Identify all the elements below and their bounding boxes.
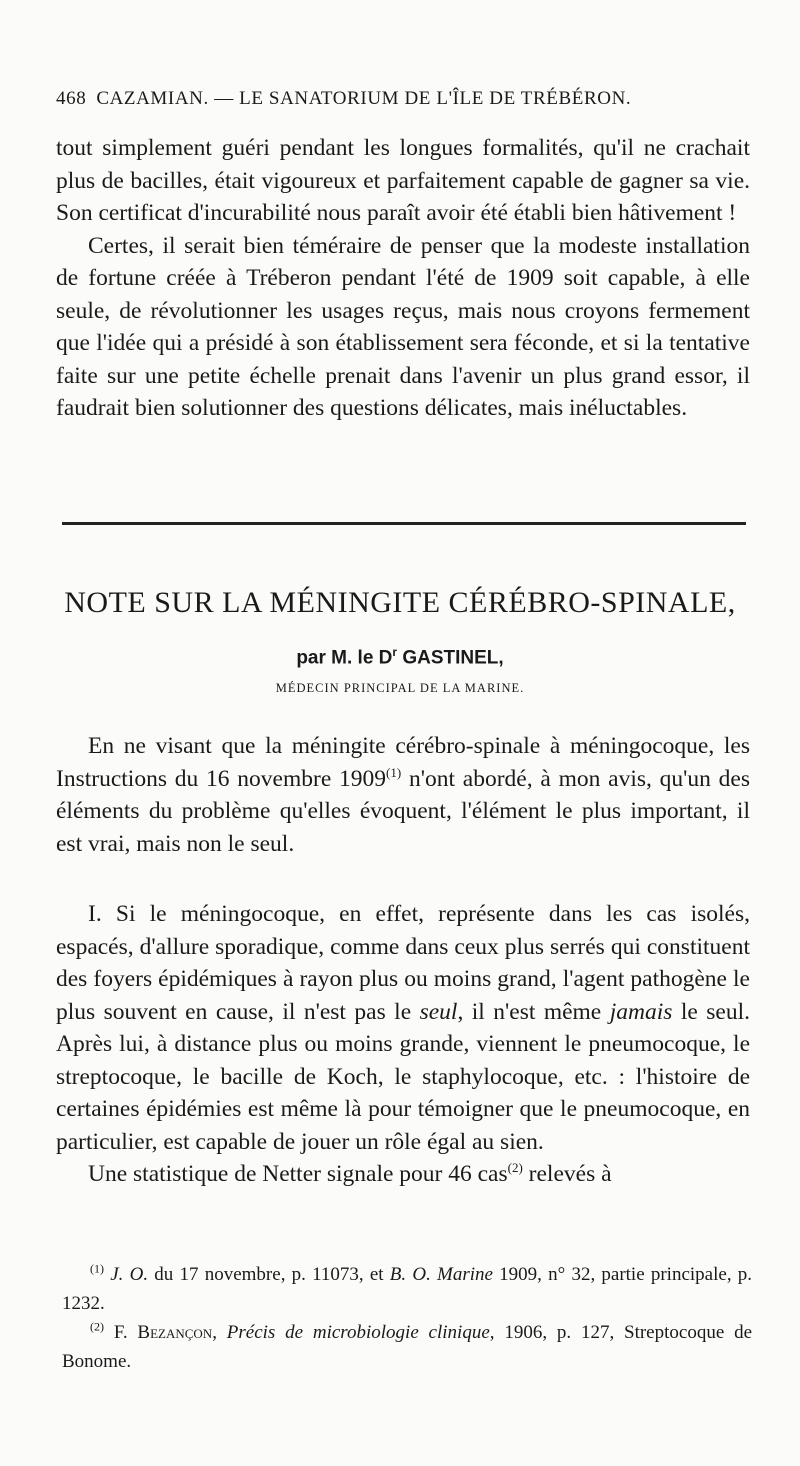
section-divider bbox=[62, 522, 746, 525]
emphasis: jamais bbox=[609, 998, 673, 1025]
text-run: , 1906, p. 127, Streptocoque de Bonome. bbox=[62, 1322, 752, 1372]
text-run: , il n'est même bbox=[457, 998, 610, 1025]
text-run: , bbox=[212, 1322, 227, 1343]
paragraph: tout simplement guéri pendant les longues formalités, qu'il ne crachait plus de bacilles, était vigoureux et parfaitement capable de gagner sa vie. Son certificat d'incurabilité nous paraît avoir été établi bien hâtivement ! bbox=[56, 135, 750, 226]
footnote-mark: (1) bbox=[90, 1261, 104, 1276]
emphasis: B. O. Marine bbox=[389, 1264, 493, 1285]
paragraph bbox=[56, 1158, 750, 1191]
footnotes bbox=[62, 1260, 752, 1376]
byline bbox=[0, 645, 800, 669]
running-head bbox=[56, 88, 756, 110]
footnote-ref: (2) bbox=[507, 1160, 523, 1176]
text-run: le seul. Après lui, à distance plus ou moins grande, viennent le pneumocoque, le streptocoque, le bacille de Koch, le staphylocoque, etc. : l'histoire de certaines épidémies est même là pour témoigner que le pneumocoque, en particulier, est capable de jouer un rôle égal au sien. bbox=[56, 998, 750, 1155]
paragraph: Certes, il serait bien téméraire de penser que la modeste installation de fortune créée à Tréberon pendant l'été de 1909 soit capable, à elle seule, de révolutionner les usages reçus, mais nous croyons fermement que l'idée qui a présidé à son établissement sera féconde, et si la tentative faite sur une petite échelle prenait dans l'avenir un plus grand essor, il faudrait bien solutionner des questions délicates, mais inéluctables. bbox=[56, 232, 750, 421]
paragraph bbox=[56, 730, 750, 860]
page-number: 468 bbox=[56, 88, 87, 109]
running-head-title: CAZAMIAN. — LE SANATORIUM DE L'ÎLE DE TRÉBÉRON. bbox=[96, 88, 632, 109]
text-run: du 17 novembre, p. 11073, et bbox=[148, 1264, 390, 1285]
emphasis: seul bbox=[419, 998, 458, 1025]
section-one bbox=[56, 898, 750, 1191]
emphasis: Précis de microbiologie clinique bbox=[226, 1322, 490, 1343]
text-run: En ne visant que la méningite cérébro-spinale à méningocoque, les Instructions du 16 novembre 1909 bbox=[56, 733, 750, 792]
text-run: Une statistique de Netter signale pour 46 cas bbox=[88, 1161, 508, 1187]
text-run: 1909, n° 32, partie principale, p. 1232. bbox=[62, 1264, 753, 1314]
byline-prefix: par M. le D bbox=[296, 647, 393, 669]
article-title: NOTE SUR LA MÉNINGITE CÉRÉBRO-SPINALE, bbox=[64, 586, 736, 619]
footnote-2 bbox=[62, 1318, 752, 1376]
author-affiliation: MÉDECIN PRINCIPAL DE LA MARINE. bbox=[275, 681, 525, 695]
previous-article-conclusion bbox=[56, 132, 750, 425]
emphasis: J. O. bbox=[110, 1264, 149, 1285]
byline-sup: r bbox=[392, 645, 398, 659]
footnote-1 bbox=[62, 1260, 752, 1318]
cited-author: F. Bezançon bbox=[113, 1322, 213, 1343]
footnote-mark: (2) bbox=[90, 1319, 104, 1334]
footnote-ref: (1) bbox=[386, 764, 402, 780]
author-name: GASTINEL, bbox=[402, 647, 504, 669]
text-run: relevés à bbox=[522, 1161, 612, 1187]
text-run: n'ont abordé, à mon avis, qu'un des éléments du problème qu'elles évoquent, l'élément le plus important, il est vrai, mais non le seul. bbox=[56, 765, 750, 857]
intro-paragraph bbox=[56, 730, 750, 860]
paragraph bbox=[56, 898, 750, 1158]
text-run: I. Si le méningocoque, en effet, représente dans les cas isolés, espacés, d'allure sporadique, comme dans ceux plus serrés qui constituent des foyers épidémiques à rayon plus ou moins grand, l'agent pathogène le plus souvent en cause, il n'est pas le bbox=[56, 901, 750, 1025]
